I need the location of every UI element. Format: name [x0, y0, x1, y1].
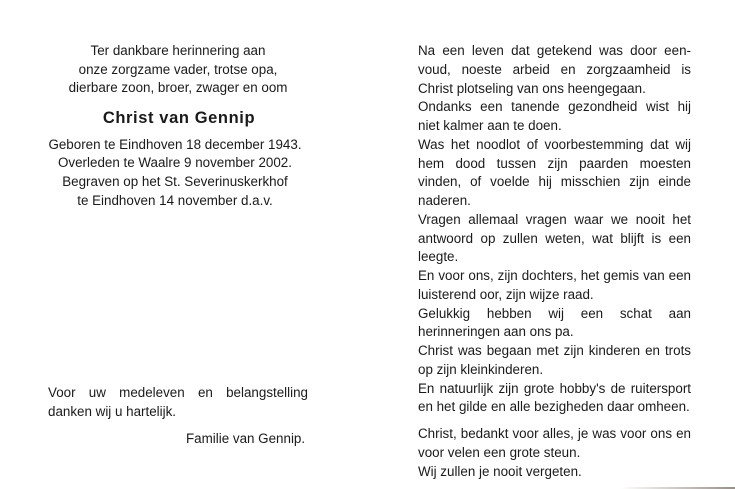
memorial-paragraph: Was het noodlot of voorbestemming dat wij hem dood tussen zijn paarden moesten vinden, of voelde hij misschien zijn einde naderen.	[418, 136, 691, 208]
dedication-line: dierbare zoon, broer, zwager en oom	[68, 80, 288, 96]
family-signature: Familie van Gennip.	[186, 431, 306, 446]
memorial-paragraph: Gelukkig hebben wij een schat aan herinneringen aan ons pa.	[418, 305, 691, 340]
death-line: Overleden te Waalre 9 november 2002.	[58, 155, 292, 171]
birth-line: Geboren te Eindhoven 18 december 1943.	[48, 136, 302, 152]
dedication-line: onze zorgzame vader, trotse opa,	[78, 61, 278, 77]
closing-line: Wij zullen je nooit vergeten.	[418, 463, 582, 479]
dedication-text	[46, 42, 310, 98]
burial-line: Begraven op het St. Severinuskerkhof	[62, 173, 288, 189]
dedication-line: Ter dankbare herinnering aan	[90, 43, 266, 58]
memorial-paragraph: Ondanks een tanende gezondheid wist hij niet kalmer aan te doen.	[418, 99, 691, 133]
left-column	[40, 42, 310, 210]
right-column	[418, 42, 691, 481]
deceased-name: Christ van Gennip	[102, 108, 256, 127]
memorial-paragraph: Na een leven dat getekend was door eenvoud, noeste arbeid en zorgzaamheid is Christ plotseling van ons heengegaan.	[418, 43, 691, 96]
life-dates	[40, 136, 310, 210]
memorial-paragraph: En natuurlijk zijn grote hobby's de ruitersport en het gilde en alle bezigheden daar omheen.	[418, 380, 691, 415]
memorial-paragraph: Christ was begaan met zijn kinderen en trots op zijn kleinkinderen.	[418, 343, 691, 377]
burial-date-line: te Eindhoven 14 november d.a.v.	[77, 192, 273, 208]
thanks-line: Voor uw medeleven en belangstelling	[48, 385, 308, 400]
thanks-line: danken wij u hartelijk.	[48, 403, 177, 419]
thanks-text	[48, 384, 308, 421]
memorial-paragraph: Vragen allemaal vragen waar we nooit het antwoord op zullen weten, wat blijft is een leegte.	[418, 211, 691, 265]
memorial-paragraph: En voor ons, zijn dochters, het gemis van een luisterend oor, zijn wijze raad.	[418, 268, 691, 302]
closing-paragraph: Christ, bedankt voor alles, je was voor ons en voor velen een grote steun.	[418, 426, 691, 460]
